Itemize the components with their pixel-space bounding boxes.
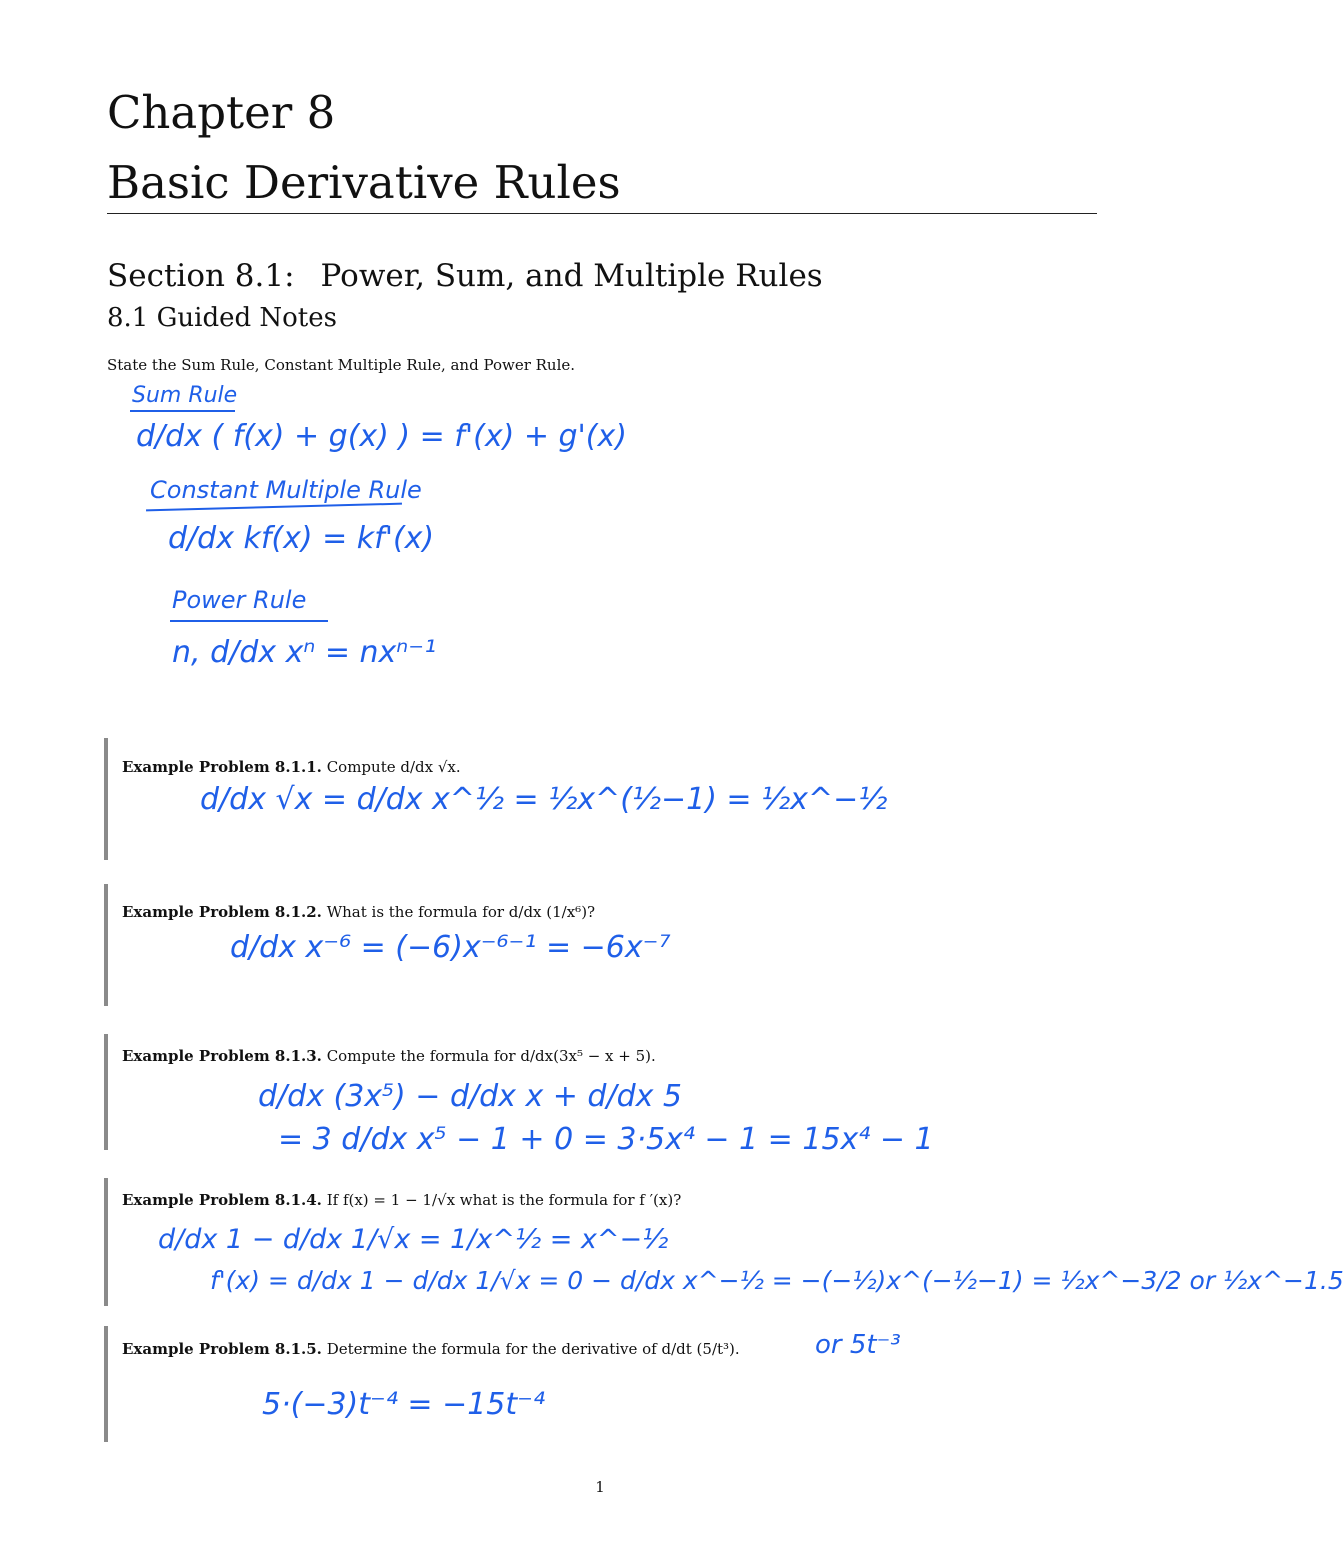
title-divider (107, 213, 1097, 214)
example-heading (122, 1047, 656, 1065)
example-heading (122, 1340, 740, 1358)
sum-rule-underline (130, 410, 235, 412)
example-label: Example Problem 8.1.1. (122, 758, 322, 776)
example-work: d/dx 1 − d/dx 1/√x = 1/x^½ = x^−½ (158, 1224, 669, 1255)
chapter-label: Chapter 8 (107, 86, 336, 139)
example-heading (122, 758, 461, 776)
page-number: 1 (595, 1478, 605, 1496)
constant-multiple-heading: Constant Multiple Rule (150, 476, 422, 504)
example-work: f'(x) = d/dx 1 − d/dx 1/√x = 0 − d/dx x^−½ = −(−½)x^(−½−1) = ½x^−3/2 or ½x^−1.5 (210, 1266, 1344, 1295)
prompt-text: State the Sum Rule, Constant Multiple Rule, and Power Rule. (107, 356, 576, 374)
example-bar (104, 1034, 108, 1150)
example-text: Determine the formula for the derivative of d/dt (5/t³). (326, 1340, 740, 1358)
example-label: Example Problem 8.1.4. (122, 1191, 322, 1209)
sum-rule-heading: Sum Rule (132, 383, 238, 408)
example-bar (104, 738, 108, 860)
example-work: d/dx √x = d/dx x^½ = ½x^(½−1) = ½x^−½ (200, 782, 888, 817)
sum-rule-formula: d/dx ( f(x) + g(x) ) = f'(x) + g'(x) (136, 419, 627, 454)
example-label: Example Problem 8.1.3. (122, 1047, 322, 1065)
example-work: d/dx x⁻⁶ = (−6)x⁻⁶⁻¹ = −6x⁻⁷ (230, 930, 671, 965)
example-text: Compute the formula for d/dx(3x⁵ − x + 5). (326, 1047, 656, 1065)
example-aside: or 5t⁻³ (815, 1330, 901, 1360)
example-work: = 3 d/dx x⁵ − 1 + 0 = 3·5x⁴ − 1 = 15x⁴ − 1 (278, 1122, 934, 1157)
example-bar (104, 884, 108, 1006)
section-name: Power, Sum, and Multiple Rules (320, 258, 823, 294)
power-rule-underline (170, 620, 328, 622)
example-label: Example Problem 8.1.2. (122, 903, 322, 921)
example-text: What is the formula for d/dx (1/x⁶)? (326, 903, 596, 921)
example-heading (122, 903, 595, 921)
section-heading (107, 258, 823, 294)
power-rule-formula: n, d/dx xⁿ = nxⁿ⁻¹ (172, 635, 437, 670)
example-bar (104, 1178, 108, 1306)
constant-multiple-formula: d/dx kf(x) = kf'(x) (168, 521, 435, 556)
example-heading (122, 1191, 681, 1209)
example-bar (104, 1326, 108, 1442)
chapter-title: Basic Derivative Rules (107, 156, 621, 209)
example-work: d/dx (3x⁵) − d/dx x + d/dx 5 (258, 1079, 682, 1114)
example-work: 5·(−3)t⁻⁴ = −15t⁻⁴ (262, 1387, 546, 1422)
example-text: Compute d/dx √x. (326, 758, 461, 776)
example-label: Example Problem 8.1.5. (122, 1340, 322, 1358)
power-rule-heading: Power Rule (172, 586, 307, 614)
subsection-heading: 8.1 Guided Notes (107, 303, 337, 333)
example-text: If f(x) = 1 − 1/√x what is the formula for f ′(x)? (326, 1191, 682, 1209)
section-number: Section 8.1: (107, 258, 295, 294)
